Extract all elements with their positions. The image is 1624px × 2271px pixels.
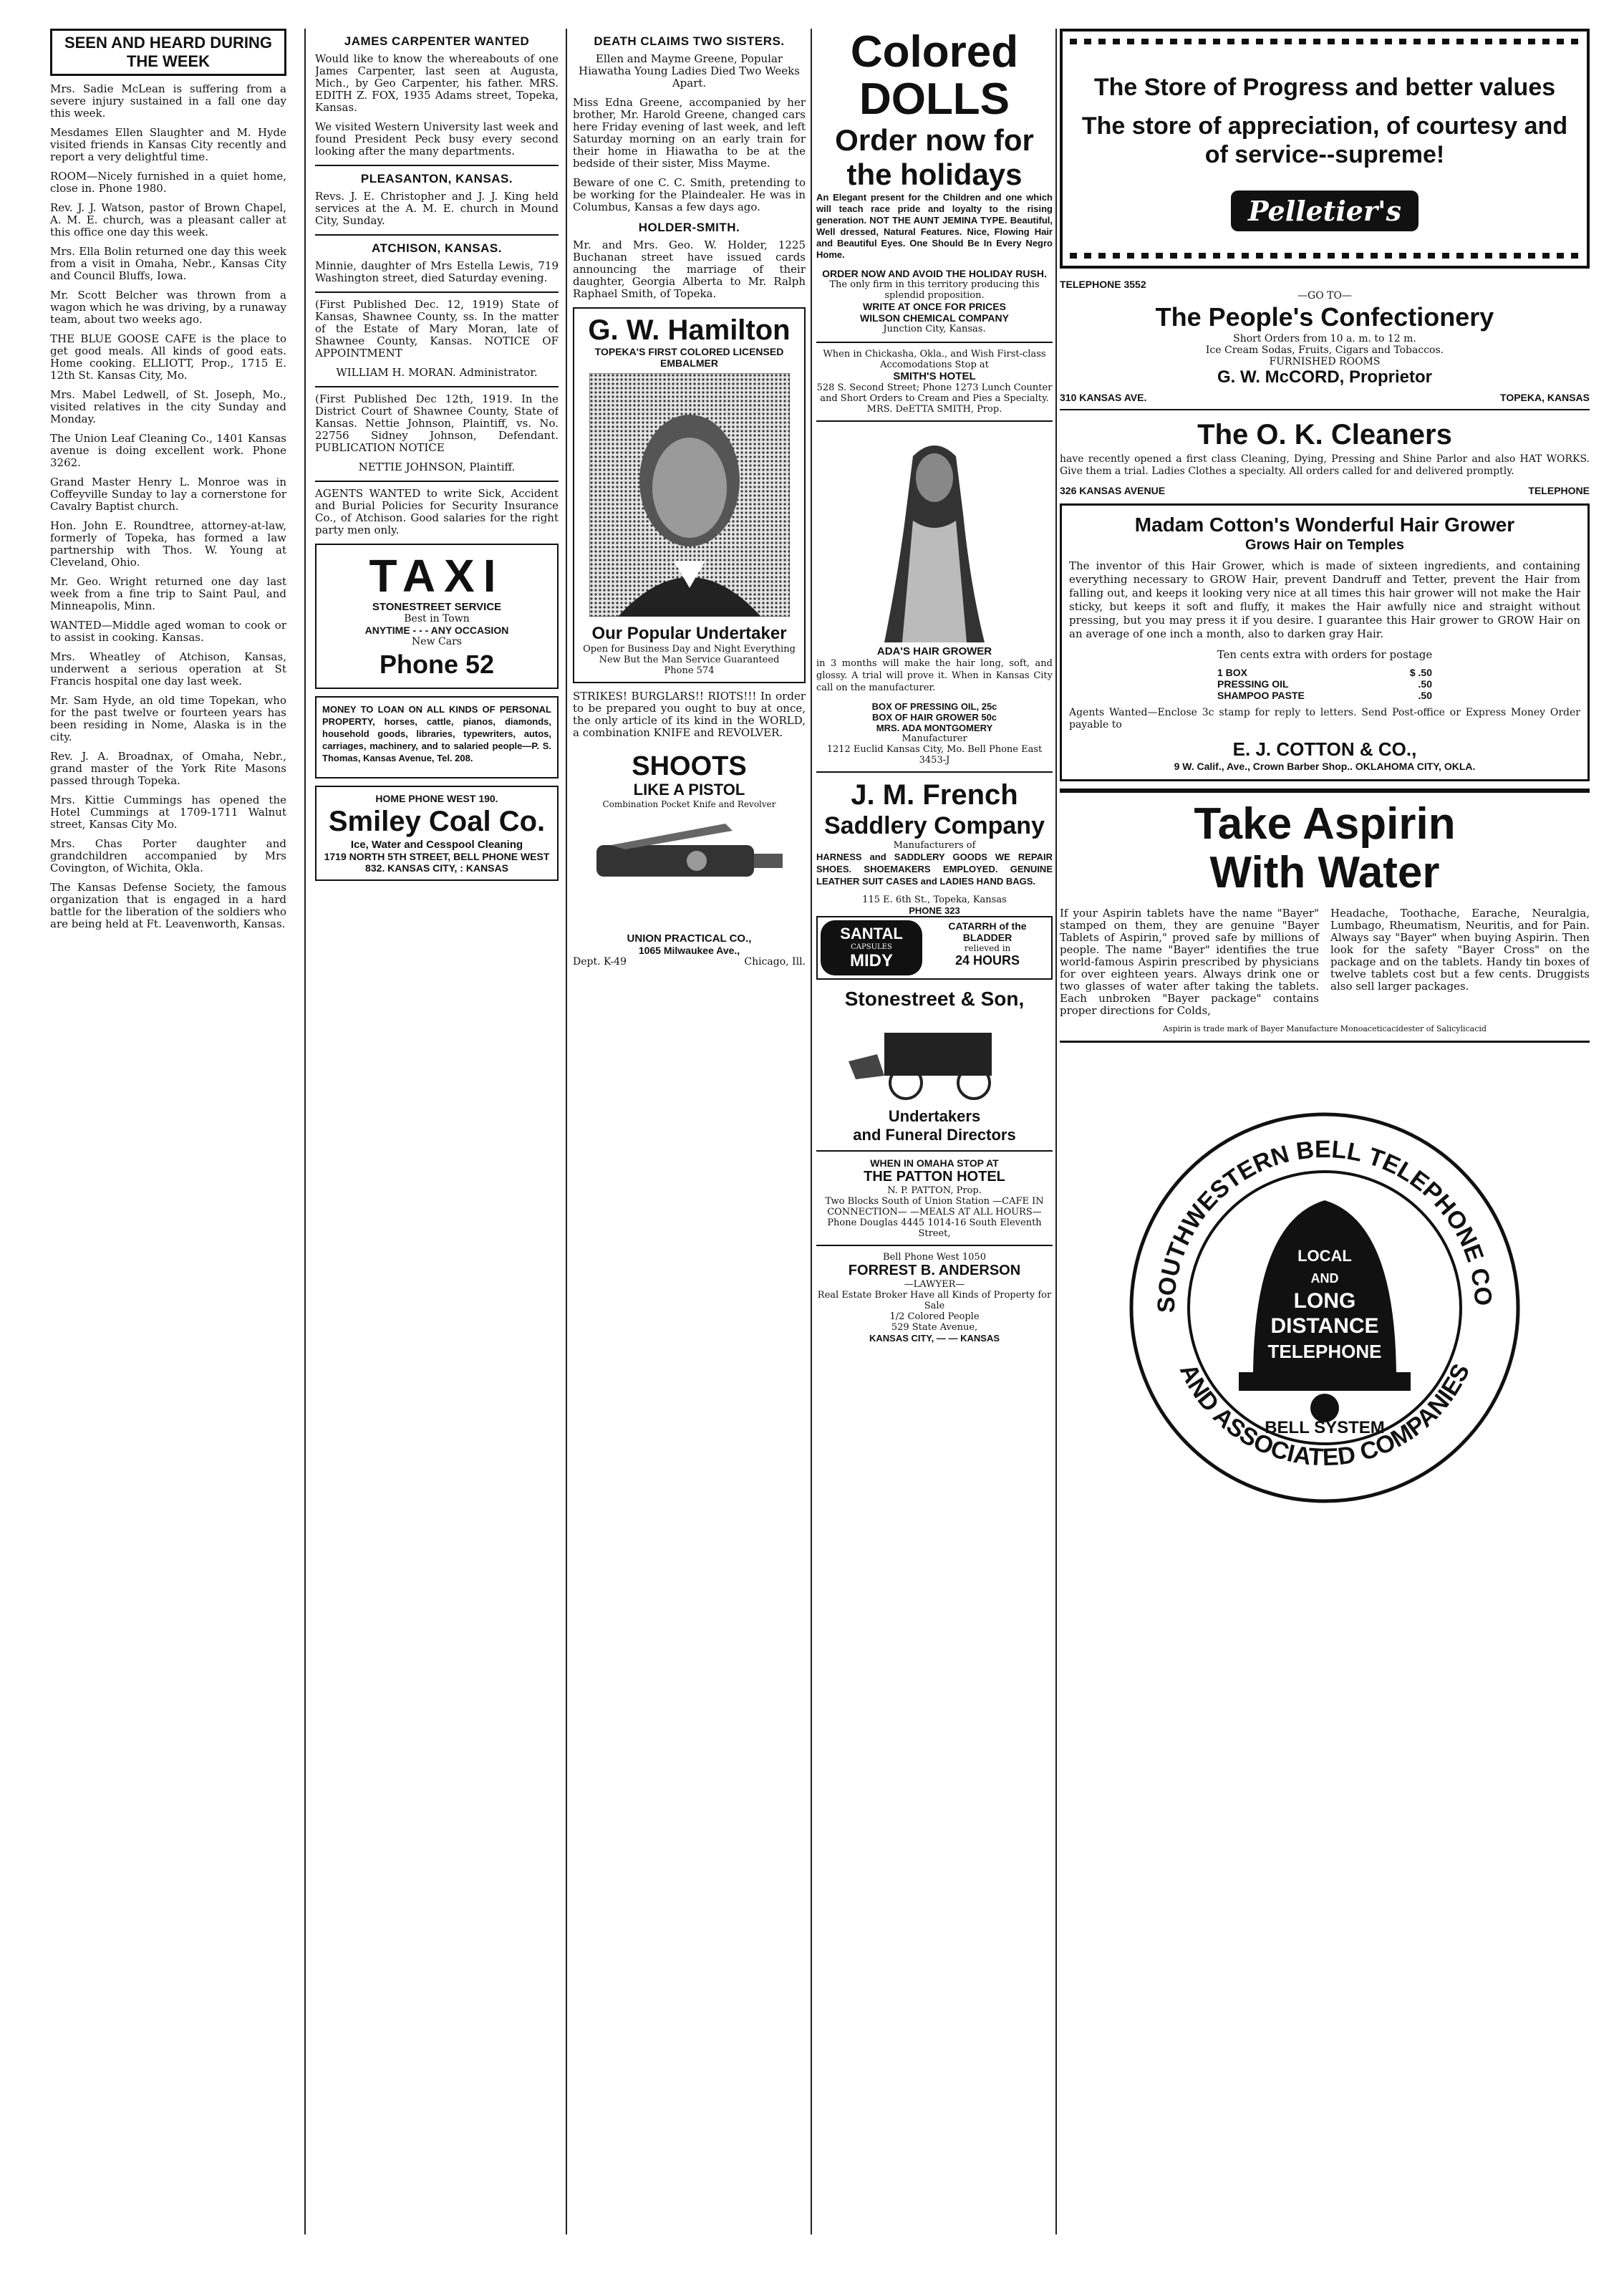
coal-home-phone: HOME PHONE WEST 190. (375, 793, 498, 804)
aspirin-ad (1060, 789, 1590, 1043)
bell-telephone-logo (1124, 1107, 1525, 1508)
column-rule (811, 29, 812, 2234)
cotton-title: Madam Cotton's Wonderful Hair Grower (1134, 513, 1515, 536)
upc-name: UNION PRACTICAL CO., (627, 932, 752, 945)
santal-caps: CAPSULES (851, 943, 892, 951)
cotton-text: The inventor of this Hair Grower, which is made of sixteen ingredients, and containing everything necessary to GROW Hair, prevent Dandruff and Tetter, prevent the Hair from falling out, and keeps it looking very nice at all times this hair grower will not make the Hair sticky, but keeps it soft and fluffy, it makes the Hair awfully nice and straight without pressing, but you may press it if you desire. I guarantee this Hair grower to GROW Hair on an average of one inch a month, also to darken gray Hair. (1069, 559, 1580, 640)
cotton-address: 9 W. Calif., Ave., Crown Barber Shop.. OKLAHOMA CITY, OKLA. (1174, 761, 1476, 772)
news-item: The Kansas Defense Society, the famous organization that is engaged in a hard battle for the liberation of the soldiers who are being held at Ft. Leavenworth, Kansas. (50, 881, 286, 930)
cotton-sub: Grows Hair on Temples (1245, 537, 1404, 553)
coal-title: Smiley Coal Co. (328, 806, 546, 837)
atchison-text: Minnie, daughter of Mrs Estella Lewis, 719 Washington street, died Saturday evening. (315, 259, 559, 284)
aspirin-right: Headache, Toothache, Earache, Neuralgia, Lumbago, Rheumatism, Neuritis, and for Pain. Always say "Bayer" when buying Aspirin. Then look for the safety "Bayer Cross" on the package and on the tablets. Handy tin boxes of twelve tablets cost but a few cents. Druggists also sell larger packages. (1330, 907, 1590, 993)
column-sisters (573, 29, 806, 968)
news-item: Mrs. Kittie Cummings has opened the Hotel Cummings at 1709-1711 Walnut street, Kansas City Mo. (50, 794, 286, 831)
divider (315, 386, 559, 387)
french-mfr: Manufacturers of (893, 840, 976, 851)
ada-portrait (841, 428, 1028, 642)
checker-border (1070, 39, 1580, 44)
cotton-extra: Ten cents extra with orders for postage (1217, 648, 1433, 661)
confectionery-ad (1060, 290, 1590, 403)
hamilton-name: G. W. Hamilton (588, 314, 791, 346)
column-notices (315, 29, 559, 888)
santal-name: SANTAL (840, 925, 903, 942)
bell-long: LONG (1293, 1289, 1356, 1313)
forrest-text: Real Estate Broker Have all Kinds of Property for Sale (817, 1290, 1052, 1311)
price-value: .50 (1418, 690, 1432, 701)
forrest-ad (816, 1252, 1053, 1344)
conf-footer (1060, 392, 1590, 403)
santal-ad (816, 916, 1053, 980)
section-heading: SEEN AND HEARD DURING THE WEEK (50, 29, 286, 76)
french-address: 115 E. 6th St., Topeka, Kansas (862, 895, 1007, 905)
divider (816, 771, 1053, 773)
french-text: HARNESS and SADDLERY GOODS WE REPAIR SHOES. SHOEMAKERS EMPLOYED. GENUINE LEATHER SUIT CASES and LADIES HAND BAGS. (816, 852, 1053, 887)
bell-ring-bottom: AND ASSOCIATED COMPANIES (1174, 1359, 1476, 1472)
dolls-head2: DOLLS (859, 74, 1010, 124)
aspirin-title1: Take Aspirin (1194, 799, 1456, 849)
hamilton-ad (573, 307, 806, 683)
hamilton-sub: TOPEKA'S FIRST COLORED LICENSED EMBALMER (594, 346, 784, 369)
stone-sub1: Undertakers (888, 1107, 981, 1125)
patton-head: WHEN IN OMAHA STOP AT (870, 1157, 999, 1169)
dolls-head1: Colored (850, 29, 1019, 77)
cotton-ad (1060, 503, 1590, 781)
hearse-illustration (841, 1011, 1028, 1104)
pelletier-logo: Pelletier's (1231, 191, 1418, 231)
heading-holder: HOLDER-SMITH. (638, 221, 740, 234)
divider (816, 342, 1053, 343)
taxi-service: STONESTREET SERVICE (372, 601, 502, 613)
conf-city: TOPEKA, KANSAS (1500, 392, 1590, 403)
death-text: Miss Edna Greene, accompanied by her brother, Mr. Harold Greene, changed cars here Friday evening of last week, and left Saturday morning on an early train for their home in Hiawatha to be at the bedside of their sister, Miss Mayme. (573, 96, 806, 170)
bell-ad (1060, 1107, 1590, 1511)
patton-text: Two Blocks South of Union Station —CAFE IN CONNECTION— —MEALS AT ALL HOURS— Phone Douglas 4445 1014-16 South Eleventh Street, (825, 1196, 1044, 1239)
news-item: The Union Leaf Cleaning Co., 1401 Kansas avenue is doing excellent work. Phone 3262. (50, 432, 286, 469)
notice-signature: WILLIAM H. MORAN. Administrator. (336, 366, 538, 379)
french-title2: Saddlery Company (824, 812, 1045, 839)
divider (315, 165, 559, 166)
upc-address: 1065 Milwaukee Ave., (638, 945, 740, 956)
aspirin-footnote: Aspirin is trade mark of Bayer Manufacture Monoaceticacidester of Salicylicacid (1163, 1024, 1487, 1033)
agents-wanted: AGENTS WANTED to write Sick, Accident and Burial Policies for Security Insurance Co., of Atchison. Good salaries for the right party men only. (315, 487, 559, 536)
heading-carpenter: JAMES CARPENTER WANTED (344, 34, 530, 48)
news-item: Mr. Geo. Wright returned one day last week from a fine trip to Saint Paul, and Minneapolis, Minn. (50, 575, 286, 612)
news-item: THE BLUE GOOSE CAFE is the place to get good meals. All kinds of good eats. Home cooking. ELLIOTT, Prop., 1715 E. 12th St. Kansas City, Mo. (50, 332, 286, 382)
dolls-ad (816, 29, 1053, 334)
news-item: Mrs. Ella Bolin returned one day this week from a visit in Omaha, Nebr., Kansas City and Council Bluffs, Iowa. (50, 245, 286, 282)
pleasanton-text: Revs. J. E. Christopher and J. J. King held services at the A. M. E. church in Mound City, Sunday. (315, 190, 559, 227)
price-row (1217, 690, 1432, 701)
news-item: Rev. J. J. Watson, pastor of Brown Chapel, A. M. E. church, was a pleasant caller at this office one day this week. (50, 201, 286, 238)
dolls-head3: Order now for the holidays (835, 123, 1034, 191)
bell-telephone: TELEPHONE (1267, 1341, 1382, 1362)
divider (315, 234, 559, 236)
undertaker-sub: Open for Business Day and Night Everything New But the Man Service Guaranteed (583, 644, 796, 665)
column-rule (304, 29, 306, 2234)
news-item: Mrs. Chas Porter daughter and grandchildren accompanied by Mrs Covington, of Wichita, Okla. (50, 837, 286, 874)
ada-box2: BOX OF HAIR GROWER 50c (871, 712, 997, 723)
divider (816, 1150, 1053, 1152)
taxi-best: Best in Town (404, 613, 470, 625)
cotton-agents: Agents Wanted—Enclose 3c stamp for reply to letters. Send Post-office or Express Money Order payable to (1069, 707, 1580, 731)
price-label: PRESSING OIL (1217, 678, 1289, 690)
store-line2: The store of appreciation, of courtesy and of service--supreme! (1081, 112, 1568, 168)
notice-publication: (First Published Dec 12th, 1919. In the District Court of Shawnee County, State of Kansas. Nettie Johnson, Plaintiff, vs. No. 22756 Sidney Johnson, Defendant. PUBLICATION NOTICE (315, 392, 559, 454)
cotton-prices (1217, 667, 1432, 701)
price-row (1217, 678, 1432, 690)
strikes-text: STRIKES! BURGLARS!! RIOTS!!! In order to be prepared you ought to buy at once, the only article of its kind in the WORLD, a combination KNIFE and REVOLVER. (573, 690, 806, 739)
shoots-caption: Combination Pocket Knife and Revolver (602, 799, 776, 809)
catarrh-text (927, 920, 1048, 975)
coal-sub: Ice, Water and Cesspool Cleaning (350, 839, 523, 851)
news-item: Mr. Scott Belcher was thrown from a wagon which he was driving, by a runaway team, about two weeks ago. (50, 289, 286, 326)
beware-text: Beware of one C. C. Smith, pretending to be working for the Plaindealer. He was in Columbus, Kansas a few days ago. (573, 176, 806, 213)
news-item: Mrs. Mabel Ledwell, of St. Joseph, Mo., visited relatives in the city Sunday and Monday. (50, 388, 286, 425)
news-item: Mrs. Wheatley of Atchison, Kansas, underwent a serious operation at St Francis hospital one day last week. (50, 650, 286, 688)
column-news (50, 29, 286, 937)
heading-death: DEATH CLAIMS TWO SISTERS. (594, 34, 785, 48)
ok-title: The O. K. Cleaners (1197, 419, 1452, 450)
dolls-order: ORDER NOW AND AVOID THE HOLIDAY RUSH. (822, 268, 1047, 279)
money-loan-ad (315, 696, 559, 778)
money-text: MONEY TO LOAN ON ALL KINDS OF PERSONAL PROPERTY, horses, cattle, pianos, diamonds, household goods, libraries, typewriters, autos, carriages, machinery, and to salaried people—P. S. Thomas, Kansas Avenue, Tel. 208. (322, 704, 551, 763)
column-rule (566, 29, 567, 2234)
forrest-city: KANSAS CITY, — — KANSAS (869, 1333, 1000, 1344)
news-item: Grand Master Henry L. Monroe was in Coffeyville Sunday to lay a cornerstone for Cavalry Baptist church. (50, 476, 286, 513)
dolls-write: WRITE AT ONCE FOR PRICES (863, 301, 1006, 312)
forrest-name: FORREST B. ANDERSON (848, 1263, 1021, 1278)
santal-logo (821, 920, 922, 975)
shoots-ad (573, 746, 806, 925)
column-large-ads (1060, 29, 1590, 1511)
coal-address: 1719 NORTH 5TH STREET, BELL PHONE WEST 832. KANSAS CITY, : KANSAS (324, 851, 550, 874)
smith-address: 528 S. Second Street; Phone 1273 Lunch Counter and Short Orders to Cream and Pies a Specialty. MRS. DeETTA SMITH, Prop. (816, 382, 1053, 415)
patton-title: THE PATTON HOTEL (864, 1169, 1005, 1185)
stonestreet-ad (816, 987, 1053, 1144)
ada-text: in 3 months will make the hair long, soft, and glossy. A trial will prove it. When in Kansas City call on the manufacturer. (816, 658, 1053, 693)
news-items (50, 83, 286, 930)
notice-signature: NETTIE JOHNSON, Plaintiff. (358, 461, 516, 473)
news-item: WANTED—Middle aged woman to cook or to assist in cooking. Kansas. (50, 619, 286, 644)
heading-pleasanton: PLEASANTON, KANSAS. (360, 172, 513, 185)
aspirin-body (1060, 907, 1590, 1024)
university-text: We visited Western University last week and found President Peck busy every second looking after the many departments. (315, 120, 559, 158)
ada-box1: BOX OF PRESSING OIL, 25c (871, 701, 997, 712)
divider (315, 481, 559, 482)
french-ad (816, 778, 1053, 916)
dolls-company: WILSON CHEMICAL COMPANY (860, 312, 1009, 324)
dolls-text: An Elegant present for the Children and one which will teach race pride and loyalty to the rising generation. NOT THE AUNT JEMINA TYPE. Beautiful, Well dressed, Natural Features. Nice, Flowing Hair and Beautiful Eyes. One Should Be In Every Negro Home. (816, 192, 1053, 260)
undertaker-title: Our Popular Undertaker (591, 624, 787, 643)
forrest-colored: 1/2 Colored People (889, 1311, 980, 1322)
conf-goto: —GO TO— (1297, 290, 1352, 302)
ok-text: have recently opened a first class Cleaning, Dying, Pressing and Shine Parlor and also HAT WORKS. Give them a trial. Ladies Clothes a specialty. All orders called for and delivered promptly. (1060, 453, 1590, 477)
notice-appointment: (First Published Dec. 12, 1919) State of Kansas, Shawnee County, ss. In the matter of the Estate of Mary Moran, late of Shawnee County, Kansas. NOTICE OF APPOINTMENT (315, 298, 559, 360)
ada-ad (816, 428, 1053, 766)
taxi-title: TAXI (369, 550, 505, 602)
smith-hotel-ad (816, 349, 1053, 415)
store-line1: The Store of Progress and better values (1093, 74, 1556, 101)
ada-address: 1212 Euclid Kansas City, Mo. Bell Phone East 3453-J (826, 744, 1043, 766)
aspirin-title2: With Water (1209, 848, 1440, 897)
news-item: ROOM—Nicely furnished in a quiet home, close in. Phone 1980. (50, 170, 286, 195)
dolls-only: The only firm in this territory producing this splendid proposition. (829, 279, 1040, 301)
column-rule (1055, 29, 1057, 2234)
upc-city: Chicago, Ill. (744, 956, 806, 968)
bell-system: BELL SYSTEM (1265, 1418, 1385, 1437)
santal-midy: MIDY (850, 951, 893, 970)
catarrh-hours: 24 HOURS (954, 953, 1020, 968)
holder-text: Mr. and Mrs. Geo. W. Holder, 1225 Buchanan street have issued cards announcing the marriage of their daughter, Georgia Alberta to Mr. Ralph Raphael Smith, of Topeka. (573, 238, 806, 300)
price-value: $ .50 (1409, 667, 1432, 678)
ada-head: ADA'S HAIR GROWER (876, 645, 992, 657)
patton-ad (816, 1157, 1053, 1239)
conf-items: Ice Cream Sodas, Fruits, Cigars and Tobaccos. (1205, 344, 1444, 356)
taxi-cars: New Cars (412, 636, 462, 647)
heading-atchison: ATCHISON, KANSAS. (372, 241, 502, 255)
aspirin-left: If your Aspirin tablets have the name "Bayer" stamped on them, they are genuine "Bayer Tablets of Aspirin," proved safe by millions of people. The name "Bayer" identifies the true world-famous Aspirin prescribed by physicians for over eighteen years. Always drink one or two glasses of water after taking the tablets. Each unbroken "Bayer package" contains proper directions for Colds, (1060, 907, 1319, 1017)
taxi-phone: Phone 52 (379, 650, 495, 679)
stone-sub2: and Funeral Directors (853, 1126, 1016, 1144)
news-item: Mesdames Ellen Slaughter and M. Hyde visited friends in Kansas City recently and report a very delightful time. (50, 126, 286, 163)
conf-address: 310 KANSAS AVE. (1060, 392, 1147, 403)
catarrh-sub: relieved in (964, 943, 1011, 953)
hamilton-portrait (589, 373, 790, 617)
news-item: Mr. Sam Hyde, an old time Topekan, who for the past twelve or fourteen years has been residing in Nome, Alaska is in the city. (50, 694, 286, 743)
taxi-anytime: ANYTIME - - - ANY OCCASION (364, 625, 509, 636)
pelletier-ad (1060, 29, 1590, 269)
stone-title: Stonestreet & Son, (844, 988, 1025, 1010)
death-sub: Ellen and Mayme Greene, Popular Hiawatha Young Ladies Died Two Weeks Apart. (579, 52, 800, 90)
forrest-phone: Bell Phone West 1050 (883, 1252, 986, 1263)
conf-prop: G. W. McCORD, Proprietor (1217, 367, 1433, 387)
forrest-sub: —LAWYER— (904, 1279, 965, 1290)
french-phone: PHONE 323 (909, 905, 960, 916)
forrest-address: 529 State Avenue, (891, 1322, 978, 1333)
column-ads (816, 29, 1053, 1344)
undertaker-phone: Phone 574 (664, 665, 715, 676)
dolls-city: Junction City, Kansas. (883, 324, 986, 334)
price-label: SHAMPOO PASTE (1217, 690, 1305, 701)
knife-revolver-illustration (582, 809, 797, 917)
ok-address: 326 KANSAS AVENUE (1060, 485, 1166, 496)
shoots-title: SHOOTS (632, 751, 747, 781)
bell-and: AND (1310, 1271, 1339, 1286)
conf-hours: Short Orders from 10 a. m. to 12 m. (1233, 333, 1416, 344)
price-label: 1 BOX (1217, 667, 1248, 678)
taxi-ad (315, 544, 559, 689)
catarrh-title: CATARRH of the BLADDER (948, 920, 1027, 943)
upc-dept: Dept. K-49 (573, 956, 627, 968)
checker-border (1070, 253, 1580, 259)
divider (816, 1245, 1053, 1246)
conf-title: The People's Confectionery (1155, 302, 1494, 332)
smith-text: When in Chickasha, Okla., and Wish First-class Accomodations Stop at (823, 349, 1046, 370)
divider (1060, 409, 1590, 410)
smith-name: SMITH'S HOTEL (893, 370, 976, 382)
ada-name: MRS. ADA MONTGOMERY (876, 723, 993, 733)
divider (315, 291, 559, 293)
coal-ad (315, 786, 559, 881)
conf-rooms: FURNISHED ROOMS (1269, 356, 1381, 367)
cotton-company: E. J. COTTON & CO., (1232, 738, 1417, 760)
french-title1: J. M. French (851, 779, 1018, 811)
ok-cleaners-ad (1060, 416, 1590, 496)
news-item: Mrs. Sadie McLean is suffering from a severe injury sustained in a fall one day this week. (50, 82, 286, 120)
pelletier-logo-wrap (1070, 191, 1580, 231)
upc-footer (573, 956, 806, 968)
news-item: Hon. John E. Roundtree, attorney-at-law, formerly of Topeka, has formed a law partnership with Thos. W. Young at Cleveland, Ohio. (50, 519, 286, 569)
divider (816, 420, 1053, 422)
ok-footer (1060, 485, 1590, 496)
patton-prop: N. P. PATTON, Prop. (887, 1185, 982, 1196)
ok-telephone: TELEPHONE (1528, 485, 1590, 496)
price-row (1217, 667, 1432, 678)
bell-local: LOCAL (1297, 1247, 1352, 1265)
shoots-sub: LIKE A PISTOL (633, 781, 745, 799)
price-value: .50 (1418, 678, 1432, 690)
bell-distance: DISTANCE (1270, 1314, 1379, 1338)
ada-mfr: Manufacturer (902, 733, 967, 744)
news-item: Rev. J. A. Broadnax, of Omaha, Nebr., grand master of the York Rite Masons passed through Topeka. (50, 750, 286, 787)
carpenter-text: Would like to know the whereabouts of one James Carpenter, last seen at Augusta, Mich., by Geo Carpenter, his father. MRS. EDITH Z. FOX, 1935 Adams street, Topeka, Kansas. (315, 52, 559, 114)
bell-ring-top: SOUTHWESTERN BELL TELEPHONE CO (1152, 1135, 1497, 1313)
tel-3552: TELEPHONE 3552 (1060, 279, 1146, 290)
